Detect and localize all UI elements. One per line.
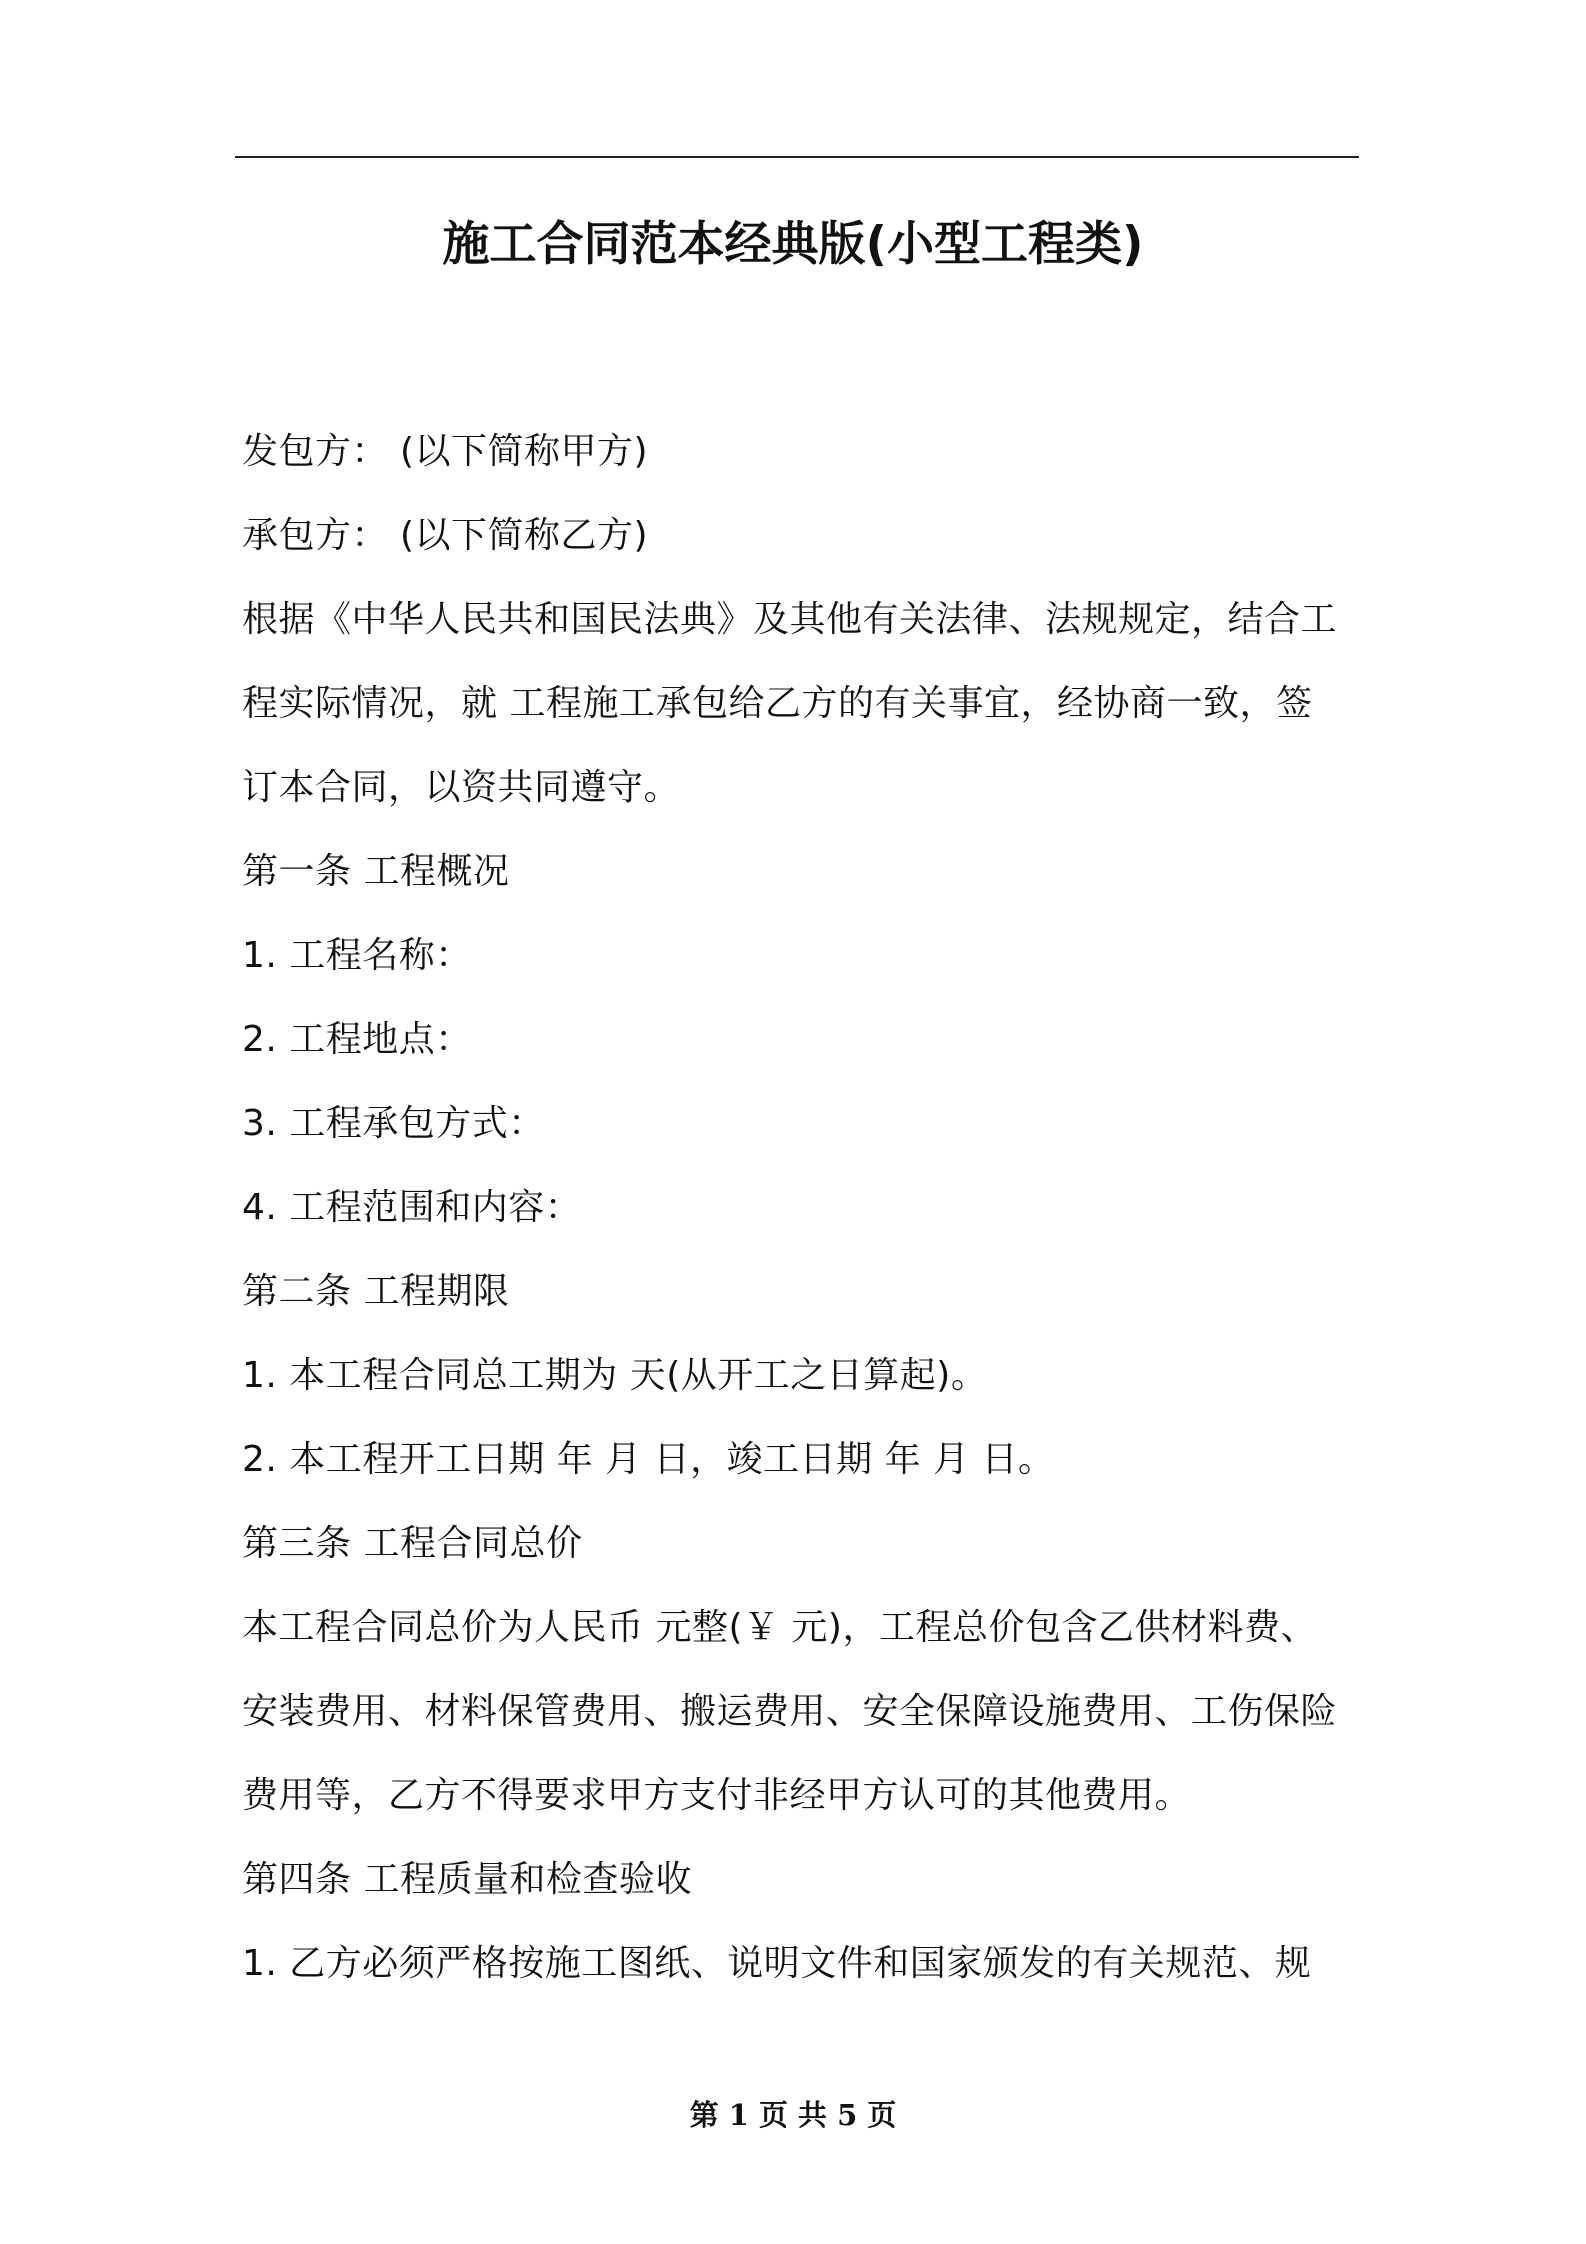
article-1-item-1: 1. 工程名称： <box>242 935 472 976</box>
article-1-heading: 第一条 工程概况 <box>242 851 510 892</box>
article-1-item-2: 2. 工程地点： <box>242 1019 472 1060</box>
article-2-heading: 第二条 工程期限 <box>242 1271 510 1312</box>
article-3-text-line-2: 安装费用、材料保管费用、搬运费用、安全保障设施费用、工伤保险 <box>242 1691 1338 1732</box>
document-title: 施工合同范本经典版(小型工程类) <box>442 217 1144 272</box>
preamble-line-1: 根据《中华人民共和国民法典》及其他有关法律、法规规定，结合工 <box>242 599 1338 640</box>
article-2-item-2: 2. 本工程开工日期 年 月 日，竣工日期 年 月 日。 <box>242 1439 1055 1480</box>
article-4-item-1: 1. 乙方必须严格按施工图纸、说明文件和国家颁发的有关规范、规 <box>242 1943 1312 1984</box>
party-b-line: 承包方： (以下简称乙方) <box>242 515 649 556</box>
article-1-item-4: 4. 工程范围和内容： <box>242 1187 582 1228</box>
article-3-text-line-3: 费用等，乙方不得要求甲方支付非经甲方认可的其他费用。 <box>242 1775 1192 1816</box>
article-3-text-line-1: 本工程合同总价为人民币 元整(￥ 元)，工程总价包含乙供材料费、 <box>242 1607 1317 1648</box>
article-4-heading: 第四条 工程质量和检查验收 <box>242 1859 692 1900</box>
preamble-line-3: 订本合同，以资共同遵守。 <box>242 767 681 808</box>
party-a-line: 发包方： (以下简称甲方) <box>242 431 649 472</box>
article-1-item-3: 3. 工程承包方式： <box>242 1103 545 1144</box>
preamble-line-2: 程实际情况，就 工程施工承包给乙方的有关事宜，经协商一致，签 <box>242 683 1313 724</box>
header-rule <box>235 156 1359 158</box>
article-3-heading: 第三条 工程合同总价 <box>242 1523 583 1564</box>
article-2-item-1: 1. 本工程合同总工期为 天(从开工之日算起)。 <box>242 1355 988 1396</box>
document-body <box>242 410 1362 2006</box>
page-number-footer: 第 1 页 共 5 页 <box>689 2098 897 2132</box>
